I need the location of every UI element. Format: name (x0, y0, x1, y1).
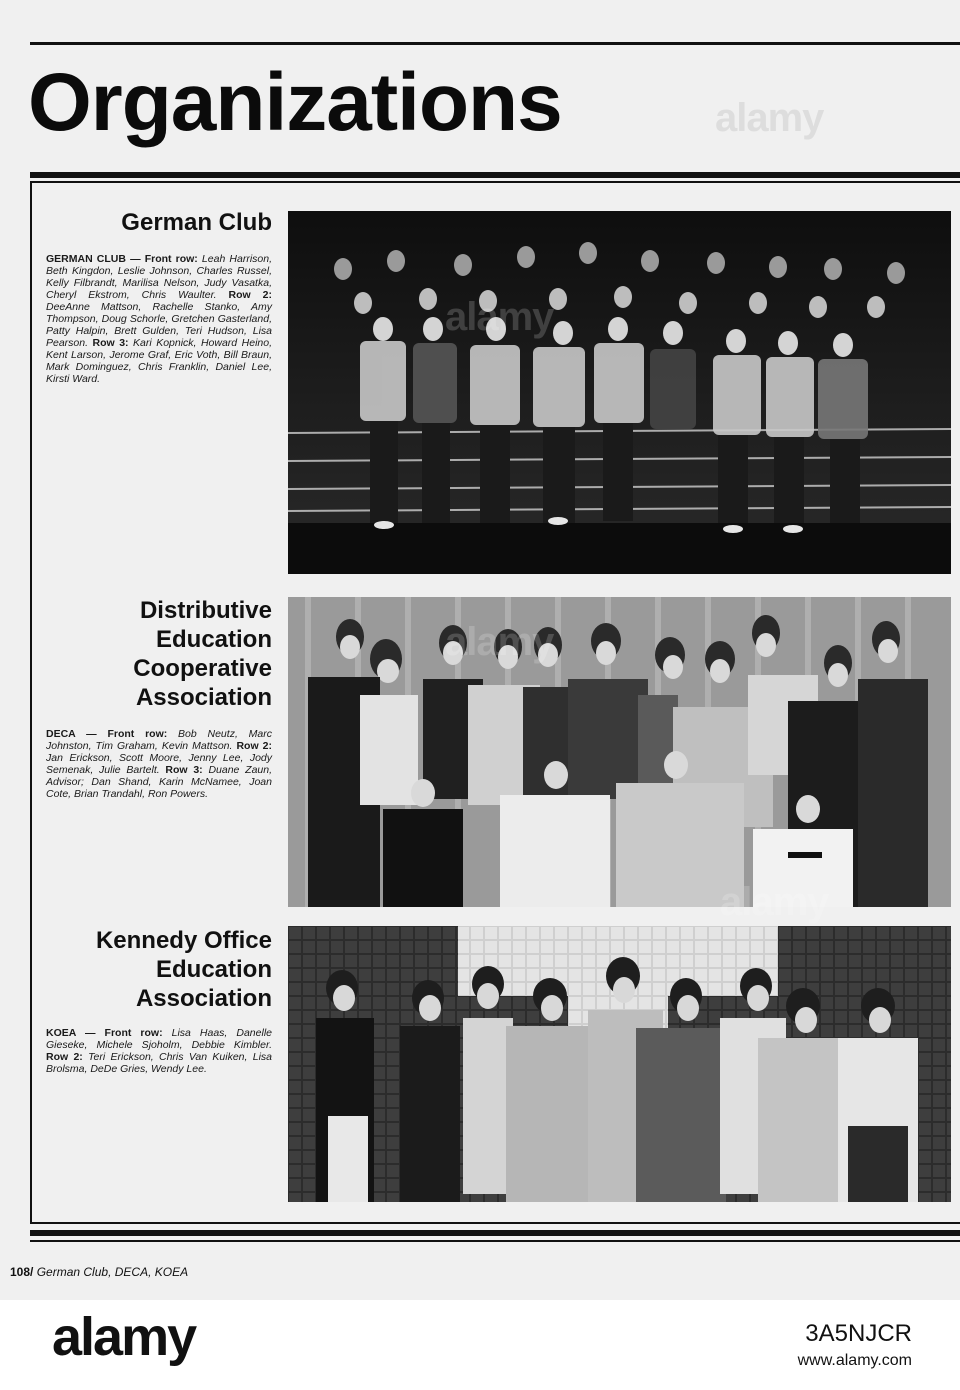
section-caption (46, 253, 272, 385)
caption-label: DECA — Front row: (46, 728, 179, 740)
koea-group-photo (288, 926, 951, 1202)
photo-german-club-image (288, 211, 951, 574)
caption-names: Bob Neutz, Marc Johnston, Tim Graham, Kevin Mattson. (46, 728, 272, 752)
watermark: alamy (720, 880, 829, 924)
caption-label: Row 2: (228, 289, 272, 301)
section-title: Kennedy Office Education Association (95, 927, 272, 1012)
section-caption (46, 1027, 272, 1075)
photo-koea-image (288, 926, 951, 1202)
caption-names: Leah Harrison, Beth Kingdon, Leslie Johnson, Charles Russel, Kelly Filbrandt, Marilisa Nelson, Judy Vasatka, Cheryl Ekstrom, Chris Waulter. (46, 253, 272, 301)
photo-deca-image (288, 597, 951, 907)
frame-left (30, 183, 32, 1223)
frame-bottom (30, 1222, 960, 1224)
caption-label: KOEA — Front row: (46, 1027, 172, 1039)
caption-label: Row 3: (92, 337, 134, 349)
section-title: Distributive Education Cooperative Association (133, 597, 272, 711)
stock-url: www.alamy.com (797, 1352, 912, 1369)
caption-names: Duane Zaun, Advisor; Dan Shand, Karin McNamee, Joan Cote, Brian Trandahl, Ron Powers. (46, 764, 273, 800)
top-rule (30, 42, 960, 45)
folio-text: German Club, DECA, KOEA (36, 1265, 189, 1279)
section-caption (46, 728, 272, 800)
deca-group-photo (288, 597, 951, 907)
watermark: alamy (445, 620, 554, 664)
german-club-group-photo (288, 211, 951, 574)
watermark: alamy (445, 295, 554, 339)
alamy-logo: alamy (52, 1307, 196, 1367)
section-title: German Club (121, 209, 272, 236)
caption-names: DeeAnne Mattson, Rachelle Stanko, Amy Thompson, Doug Schorle, Gretchen Gasterland, Patty Halpin, Brett Gulden, Teri Hudson, Lisa Pearson. (46, 301, 272, 349)
caption-label: Row 3: (165, 764, 209, 776)
page-title: Organizations (28, 57, 562, 148)
header-rule-thick (30, 172, 960, 178)
caption-names: Kari Kopnick, Howard Heino, Kent Larson, Jerome Graf, Eric Voth, Bill Braun, Mark Dominguez, Chris Franklin, Daniel Lee, Kirsti Ward. (46, 337, 272, 385)
page-number: 108/ (10, 1265, 34, 1279)
caption-label: Row 2: (236, 740, 272, 752)
header-rule-thin (30, 181, 960, 183)
caption-names: Lisa Haas, Danelle Gieseke, Michele Sjoholm, Debbie Kimbler. (46, 1027, 272, 1051)
footer-rule-thin (30, 1240, 960, 1242)
stock-image-id: 3A5NJCR (805, 1320, 912, 1347)
caption-names: Teri Erickson, Chris Van Kuiken, Lisa Brolsma, DeDe Gries, Wendy Lee. (46, 1051, 272, 1075)
section-koea (46, 926, 272, 1075)
footer-rule-thick (30, 1230, 960, 1236)
caption-names: Jan Erickson, Scott Moore, Jenny Lee, Jody Semenak, Julie Bartelt. (46, 752, 272, 776)
watermark: alamy (715, 96, 824, 140)
page-folio (10, 1265, 188, 1279)
section-deca (46, 596, 272, 800)
section-german-club (46, 208, 272, 385)
caption-label: GERMAN CLUB — Front row: (46, 253, 202, 265)
caption-label: Row 2: (46, 1051, 89, 1063)
